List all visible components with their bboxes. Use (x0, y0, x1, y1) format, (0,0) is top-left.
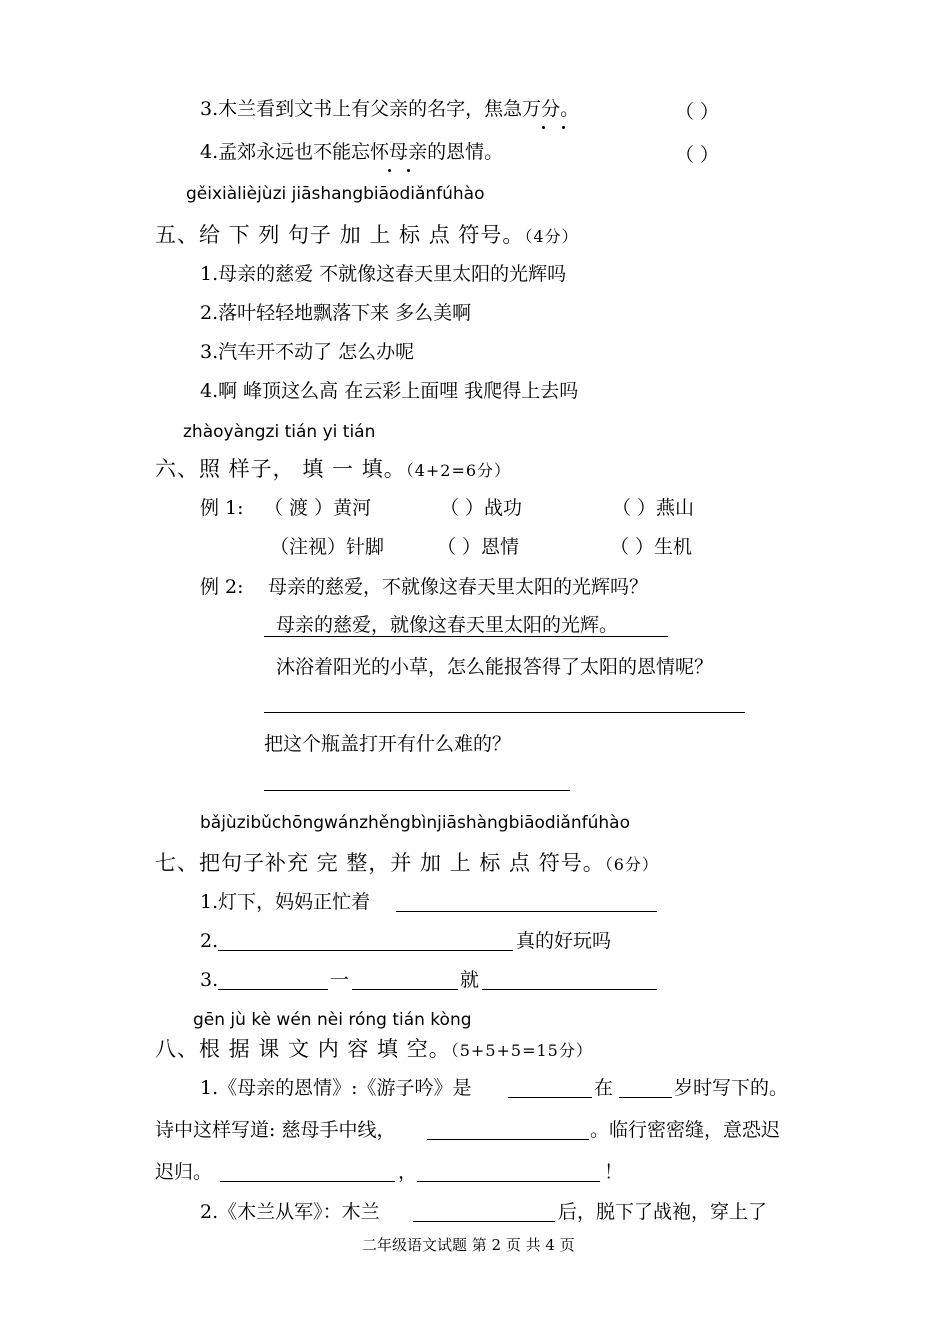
q8-title (155, 1036, 593, 1064)
q8-line-3a: 迟归。 (155, 1161, 213, 1183)
q5-item-4: 4.啊 峰顶这么高 在云彩上面哩 我爬得上去吗 (200, 380, 579, 402)
q7-item-2-tail: 真的好玩吗 (516, 930, 612, 952)
q6-ex1-cell[interactable]: （ ）战功 (440, 497, 523, 519)
q8-line-2b: 。临行密密缝，意恐迟 (590, 1119, 781, 1141)
q5-item-2: 2.落叶轻轻地飘落下来 多么美啊 (200, 302, 472, 324)
q4-item-3: 3.木兰看到文书上有父亲的名字，焦急万分。 (200, 98, 580, 120)
q8-blank-poem-2[interactable] (220, 1181, 395, 1182)
q6-ex1-label: 例 1: (200, 497, 244, 519)
q8-blank-poem-3[interactable] (417, 1181, 600, 1182)
q5-score: （4分） (524, 227, 579, 246)
q6-task-2-answer-line[interactable] (264, 790, 570, 791)
q4-answer-paren-3[interactable]: （ ） (675, 101, 720, 123)
q6-ex1-cell[interactable]: （ ）生机 (610, 536, 693, 558)
q8-blank-age[interactable] (619, 1097, 672, 1098)
q7-item-3-blank-3[interactable] (482, 989, 657, 990)
q8-blank-mulan[interactable] (413, 1221, 555, 1222)
q7-item-3-blank-2[interactable] (352, 989, 458, 990)
q8-line-3b: ， (398, 1161, 418, 1183)
q7-score: （6分） (604, 855, 659, 874)
emphasis-dot (388, 169, 391, 172)
q8-pinyin: gēn jù kè wén nèi róng tián kòng (193, 1010, 472, 1030)
q6-ex1-cell: （ 渡 ）黄河 (264, 497, 372, 519)
q8-title-text: 八、根 据 课 文 内 容 填 空。 (155, 1037, 451, 1061)
q7-item-1-blank[interactable] (396, 911, 657, 912)
q5-title (155, 222, 579, 250)
q7-item-3-jiu: 就 (460, 969, 480, 991)
q7-item-3-num: 3. (200, 969, 219, 991)
q5-title-text: 五、给 下 列 句子 加 上 标 点 符号。 (155, 223, 525, 247)
q6-ex1-cell: （注视）针脚 (270, 536, 385, 558)
q6-task-1: 沐浴着阳光的小草，怎么能报答得了太阳的恩情呢？ (276, 656, 714, 678)
q6-ex2-question: 母亲的慈爱，不就像这春天里太阳的光辉吗？ (268, 576, 649, 598)
q5-item-1: 1.母亲的慈爱 不就像这春天里太阳的光辉吗 (200, 263, 567, 285)
q8-score: （5+5+5=15分） (450, 1041, 593, 1060)
q7-pinyin: bǎjùzibǔchōngwánzhěngbìnjiāshàngbiāodiǎnfúhào (200, 813, 630, 833)
q5-item-3: 3.汽车开不动了 怎么办呢 (200, 341, 415, 363)
q8-line-4b: 后，脱下了战袍，穿上了 (558, 1201, 768, 1223)
q6-ex2-answer: 母亲的慈爱，就像这春天里太阳的光辉。 (276, 614, 619, 636)
q8-line-2a: 诗中这样写道: 慈母手中线， (155, 1119, 396, 1141)
q6-score: （4+2=6分） (405, 461, 512, 480)
q6-ex1-cell[interactable]: （ ）恩情 (437, 536, 520, 558)
q6-pinyin: zhàoyàngzi tián yi tián (183, 422, 376, 442)
q8-line-1b: 在 (594, 1077, 614, 1099)
q8-blank-author[interactable] (508, 1097, 592, 1098)
q7-item-2-blank[interactable] (218, 950, 513, 951)
q8-line-1a: 1.《母亲的恩情》:《游子吟》是 (200, 1077, 472, 1099)
q4-answer-paren-4[interactable]: （ ） (675, 144, 720, 166)
q6-title (155, 456, 511, 484)
q8-line-4a: 2.《木兰从军》：木兰 (200, 1201, 380, 1223)
q6-title-text: 六、照 样子， 填 一 填。 (155, 457, 406, 481)
q7-title (155, 850, 659, 878)
q5-pinyin: gěixiàlièjùzi jiāshangbiāodiǎnfúhào (186, 184, 485, 204)
emphasis-dot (542, 126, 545, 129)
q6-ex2-label: 例 2: (200, 576, 244, 598)
q4-item-4: 4.孟郊永远也不能忘怀母亲的恩情。 (200, 141, 504, 163)
q6-task-1-answer-line[interactable] (264, 712, 745, 713)
q6-ex1-cell[interactable]: （ ）燕山 (612, 497, 695, 519)
q8-blank-poem-1[interactable] (427, 1139, 589, 1140)
q8-line-3c: ！ (604, 1161, 624, 1183)
q6-ex2-answer-underline (264, 636, 668, 637)
q7-item-3-yi: 一 (330, 969, 350, 991)
q8-line-1c: 岁时写下的。 (674, 1077, 789, 1099)
emphasis-dot (407, 169, 410, 172)
q6-task-2: 把这个瓶盖打开有什么难的？ (264, 733, 512, 755)
q7-title-text: 七、把句子补充 完 整，并 加 上 标 点 符号。 (155, 851, 605, 875)
q7-item-3-blank-1[interactable] (218, 989, 328, 990)
q7-item-2-num: 2. (200, 930, 219, 952)
q7-item-1: 1.灯下，妈妈正忙着 (200, 891, 371, 913)
page-footer: 二年级语文试题 第 2 页 共 4 页 (362, 1236, 575, 1254)
emphasis-dot (562, 126, 565, 129)
